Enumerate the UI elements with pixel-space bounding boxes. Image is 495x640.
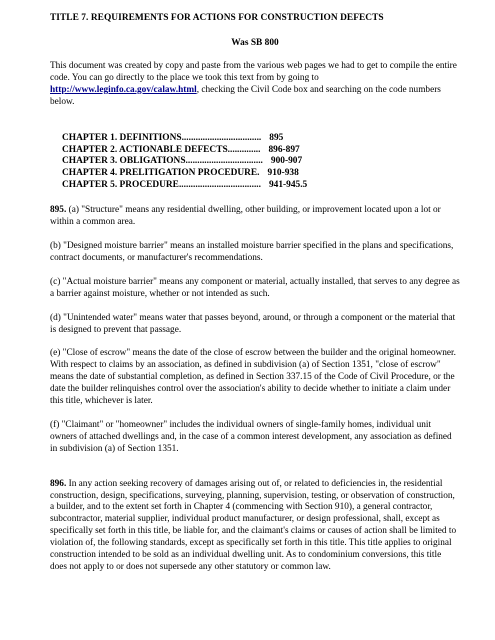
section-895-d: (d) "Unintended water" means water that passes beyond, around, or through a component or the material that is designed to prevent that passage.	[50, 312, 456, 335]
section-895-b: (b) "Designed moisture barrier" means an installed moisture barrier specified in the plans and specifications, contract documents, or manufacturer's recommendations.	[50, 240, 454, 263]
toc-row	[62, 133, 460, 145]
document-title: TITLE 7. REQUIREMENTS FOR ACTIONS FOR CONSTRUCTION DEFECTS	[50, 13, 384, 23]
section-text: In any action seeking recovery of damages arising out of, or related to deficiencies in, the residential construction, design, specifications, surveying, planning, supervision, testing, or observation of construction, a builder, and to the extent set forth in Chapter 4 (commencing with Section 910), a general contractor, subcontractor, material supplier, individual product manufacturer, or design professional, shall, except as specifically set forth in this title, be liable for, and the claimant's claims or causes of action shall be limited to violation of, the following standards, except as specifically set forth in this title. This title applies to original construction intended to be sold as an individual dwelling unit. As to condominium conversions, this title does not apply to or does not supersede any other statutory or common law.	[50, 478, 457, 572]
toc-leader-dots: ..................................	[181, 132, 262, 143]
section-text: (a) "Structure" means any residential dwelling, other building, or improvement located upon a lot or within a common area.	[50, 205, 441, 228]
toc-row	[62, 156, 460, 168]
section-number: 895.	[50, 205, 67, 216]
toc-sections: 941-945.5	[268, 180, 308, 191]
toc-sections: 900-907	[270, 156, 303, 167]
toc-chapter-label: CHAPTER 5. PROCEDURE	[62, 180, 179, 191]
toc-leader-dots: .	[257, 168, 260, 179]
toc-row	[62, 180, 460, 192]
toc-leader-dots: ..............	[227, 144, 261, 155]
toc-sections: 896-897	[268, 144, 300, 155]
toc-row	[62, 145, 460, 157]
section-895-c: (c) "Actual moisture barrier" means any component or material, actually installed, that serves to any degree as a barrier against moisture, whether or not intended as such.	[50, 276, 460, 299]
toc-sections: 910-938	[267, 168, 299, 179]
section-number: 896.	[50, 478, 67, 489]
intro-text-end: , checking the Civil Code box and searching on the code numbers below.	[50, 84, 441, 107]
toc-chapter-label: CHAPTER 2. ACTIONABLE DEFECTS	[62, 144, 228, 155]
toc-chapter-label: CHAPTER 1. DEFINITIONS	[62, 132, 182, 143]
intro-paragraph	[50, 61, 460, 109]
section-895-f: (f) "Claimant" or "homeowner" includes the individual owners of single-family homes, individual unit owners of attached dwellings and, in the case of a common interest development, any association as defined in subdivision (a) of Section 1351.	[50, 419, 452, 454]
toc-leader-dots: ...................................	[178, 180, 261, 191]
section-895-e: (e) "Close of escrow" means the date of the close of escrow between the builder and the original homeowner. With respect to claims by an association, as defined in subdivision (a) of Section 1351, "close of escrow" means the date of substantial completion, as defined in Section 337.15 of the Code of Civil Procedure, or the date the builder relinquishes control over the association's ability to decide whether to initiate a claim under this title, whichever is later.	[50, 348, 456, 407]
table-of-contents	[62, 133, 460, 193]
toc-sections: 895	[269, 132, 284, 143]
section-895-a	[50, 205, 460, 229]
document-page	[50, 12, 460, 574]
toc-row	[62, 168, 460, 180]
section-896	[50, 479, 460, 574]
document-subtitle: Was SB 800	[231, 38, 279, 48]
intro-text-start: This document was created by copy and paste from the various web pages we had to get to compile the entire code. You can go directly to the place we took this text from by going to	[50, 61, 457, 83]
leginfo-link[interactable]: http://www.leginfo.ca.gov/calaw.html	[50, 84, 197, 95]
toc-chapter-label: CHAPTER 4. PRELITIGATION PROCEDURE	[62, 168, 258, 179]
toc-chapter-label: CHAPTER 3. OBLIGATIONS	[62, 156, 186, 167]
toc-leader-dots: .................................	[185, 156, 263, 167]
